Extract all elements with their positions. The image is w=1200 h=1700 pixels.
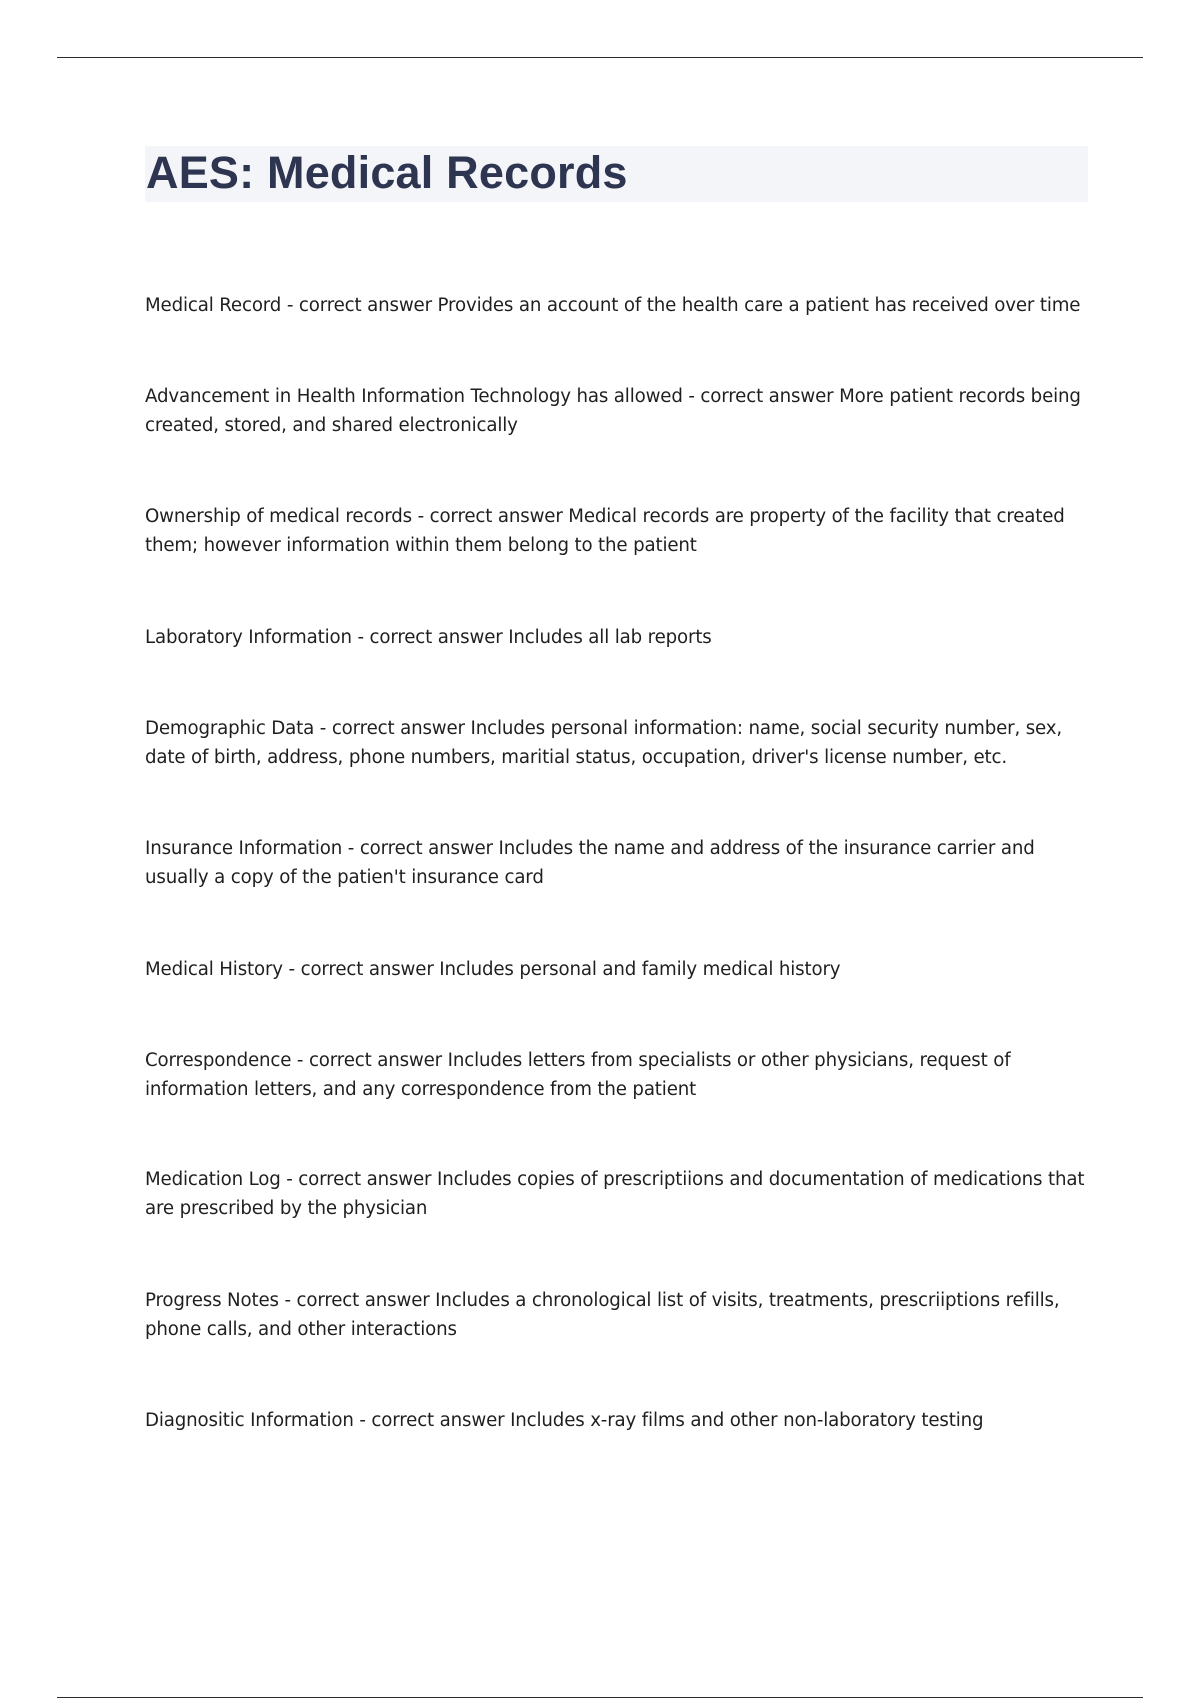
qa-entry: Correspondence - correct answer Includes letters from specialists or other physicians, request of information letters, and any correspondence from the patient [145, 1050, 1011, 1100]
qa-entry: Insurance Information - correct answer Includes the name and address of the insurance carrier and usually a copy of the patien't insurance card [145, 838, 1035, 888]
qa-list [145, 291, 1095, 1446]
qa-entry: Diagnositic Information - correct answer Includes x-ray films and other non-laboratory testing [145, 1410, 984, 1431]
qa-entry: Medical Record - correct answer Provides an account of the health care a patient has received over time [145, 295, 1081, 316]
page-title: AES: Medical Records [146, 147, 628, 198]
qa-entry: Advancement in Health Information Technology has allowed - correct answer More patient records being created, stored, and shared electronically [145, 386, 1081, 436]
qa-entry: Medication Log - correct answer Includes copies of prescriptiions and documentation of medications that are prescribed by the physician [145, 1169, 1085, 1219]
qa-entry: Laboratory Information - correct answer Includes all lab reports [145, 627, 712, 648]
qa-entry: Medical History - correct answer Includes personal and family medical history [145, 959, 841, 980]
qa-entry: Progress Notes - correct answer Includes a chronological list of visits, treatments, prescriiptions refills, phone calls, and other interactions [145, 1290, 1060, 1340]
qa-entry: Ownership of medical records - correct answer Medical records are property of the facility that created them; however information within them belong to the patient [145, 506, 1065, 556]
top-rule [57, 57, 1143, 58]
bottom-rule [57, 1697, 1143, 1698]
qa-entry: Demographic Data - correct answer Includes personal information: name, social security number, sex, date of birth, address, phone numbers, maritial status, occupation, driver's license number, etc. [145, 718, 1063, 768]
